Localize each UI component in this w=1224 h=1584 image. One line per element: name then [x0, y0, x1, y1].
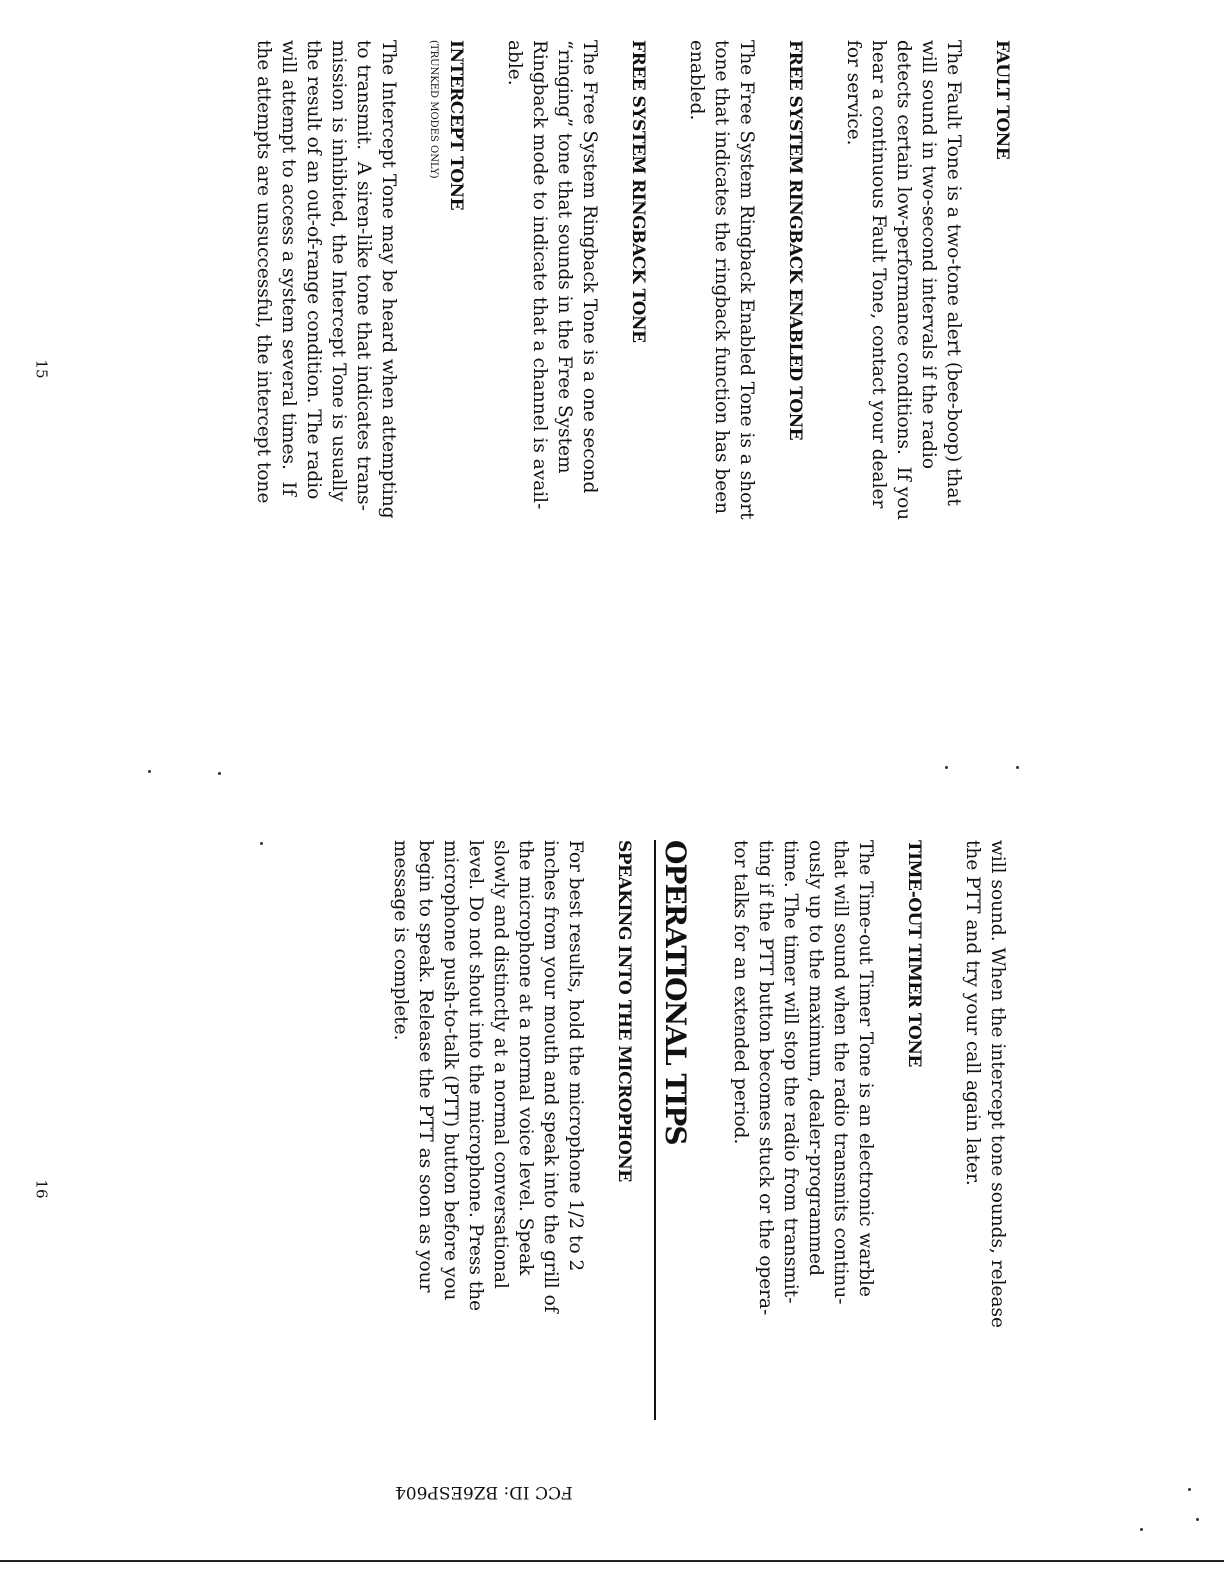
timeout-paragraph: [728, 840, 878, 1560]
text-line: the result of an out-of-range condition. The radio: [303, 40, 324, 500]
text-line: will sound. When the intercept tone sounds, release: [987, 840, 1008, 1328]
text-line: message is complete.: [390, 840, 411, 1041]
page-15: [130, 40, 1010, 760]
text-line: The Free System Ringback Tone is a one second: [579, 40, 600, 494]
text-line: able.: [504, 40, 525, 86]
intercept-paragraph: [251, 40, 401, 760]
ringback-enabled-paragraph: [684, 40, 759, 760]
text-line: time. The timer will stop the radio from transmit-: [780, 840, 801, 1304]
operational-tips-title: OPERATIONAL TIPS: [654, 840, 690, 1420]
intercept-continuation-paragraph: [960, 840, 1010, 1560]
text-line: mission is inhibited, the Intercept Tone is usually: [328, 40, 349, 502]
scan-speck: [260, 842, 263, 845]
text-line: “ringing” tone that sounds in the Free System: [554, 40, 575, 474]
microphone-heading: SPEAKING INTO THE MICROPHONE: [614, 840, 634, 1182]
text-line: will attempt to access a system several times. If: [278, 40, 299, 496]
text-line: the PTT and try your call again later.: [962, 840, 983, 1186]
text-line: detects certain low-performance conditions. If you: [893, 40, 914, 521]
text-line: microphone push-to-talk (PTT) button before you: [440, 840, 461, 1301]
timeout-heading: TIME-OUT TIMER TONE: [904, 840, 924, 1067]
bottom-divider: [0, 1560, 1224, 1562]
scan-speck: [1188, 1488, 1191, 1491]
text-line: enabled.: [686, 40, 707, 121]
scan-speck: [1196, 1518, 1199, 1521]
text-line: ously up to the maximum, dealer-programmed: [805, 840, 826, 1276]
fault-tone-paragraph: [841, 40, 966, 760]
scan-speck: [1016, 766, 1019, 769]
intercept-subheading: (TRUNKED MODES ONLY): [428, 40, 439, 179]
fault-tone-heading: FAULT TONE: [992, 40, 1012, 160]
scan-speck: [1140, 1528, 1143, 1531]
text-line: the attempts are unsuccessful, the intercept tone: [253, 40, 274, 504]
text-line: hear a continuous Fault Tone, contact your dealer: [868, 40, 889, 509]
ringback-enabled-heading: FREE SYSTEM RINGBACK ENABLED TONE: [785, 40, 805, 441]
ringback-heading: FREE SYSTEM RINGBACK TONE: [628, 40, 648, 343]
text-line: tor talks for an extended period.: [730, 840, 751, 1145]
text-line: will sound in two-second intervals if the radio: [918, 40, 939, 470]
text-line: The Free System Ringback Enabled Tone is a short: [736, 40, 757, 520]
text-line: level. Do not shout into the microphone. Press the: [465, 840, 486, 1312]
page-number-15: 15: [32, 359, 51, 379]
text-line: that will sound when the radio transmits continu-: [830, 840, 851, 1305]
intercept-heading: INTERCEPT TONE: [446, 40, 466, 211]
text-line: The Fault Tone is a two-tone alert (bee-boop) that: [943, 40, 964, 506]
text-line: the microphone at a normal voice level. Speak: [515, 840, 536, 1276]
text-line: The Intercept Tone may be heard when attempting: [378, 40, 399, 519]
scan-speck: [218, 772, 221, 775]
page-number-16: 16: [32, 1179, 51, 1199]
fcc-id-label: FCC ID: BZ6ESP604: [395, 1482, 573, 1502]
microphone-paragraph: [388, 840, 588, 1560]
text-line: Ringback mode to indicate that a channel is avail-: [529, 40, 550, 510]
text-line: for service.: [843, 40, 864, 146]
text-line: For best results, hold the microphone 1/2 to 2: [565, 840, 586, 1272]
text-line: begin to speak. Release the PTT as soon as your: [415, 840, 436, 1293]
text-line: ting if the PTT button becomes stuck or the opera-: [755, 840, 776, 1316]
scan-speck: [148, 770, 151, 773]
text-line: The Time-out Timer Tone is an electronic warble: [855, 840, 876, 1297]
text-line: to transmit. A siren-like tone that indicates trans-: [353, 40, 374, 511]
scan-speck: [945, 766, 948, 769]
ringback-paragraph: [502, 40, 602, 760]
text-line: slowly and distinctly at a normal conversational: [490, 840, 511, 1289]
text-line: tone that indicates the ringback function has been: [711, 40, 732, 515]
text-line: inches from your mouth and speak into the grill of: [540, 840, 561, 1313]
page-16: [130, 840, 1010, 1560]
